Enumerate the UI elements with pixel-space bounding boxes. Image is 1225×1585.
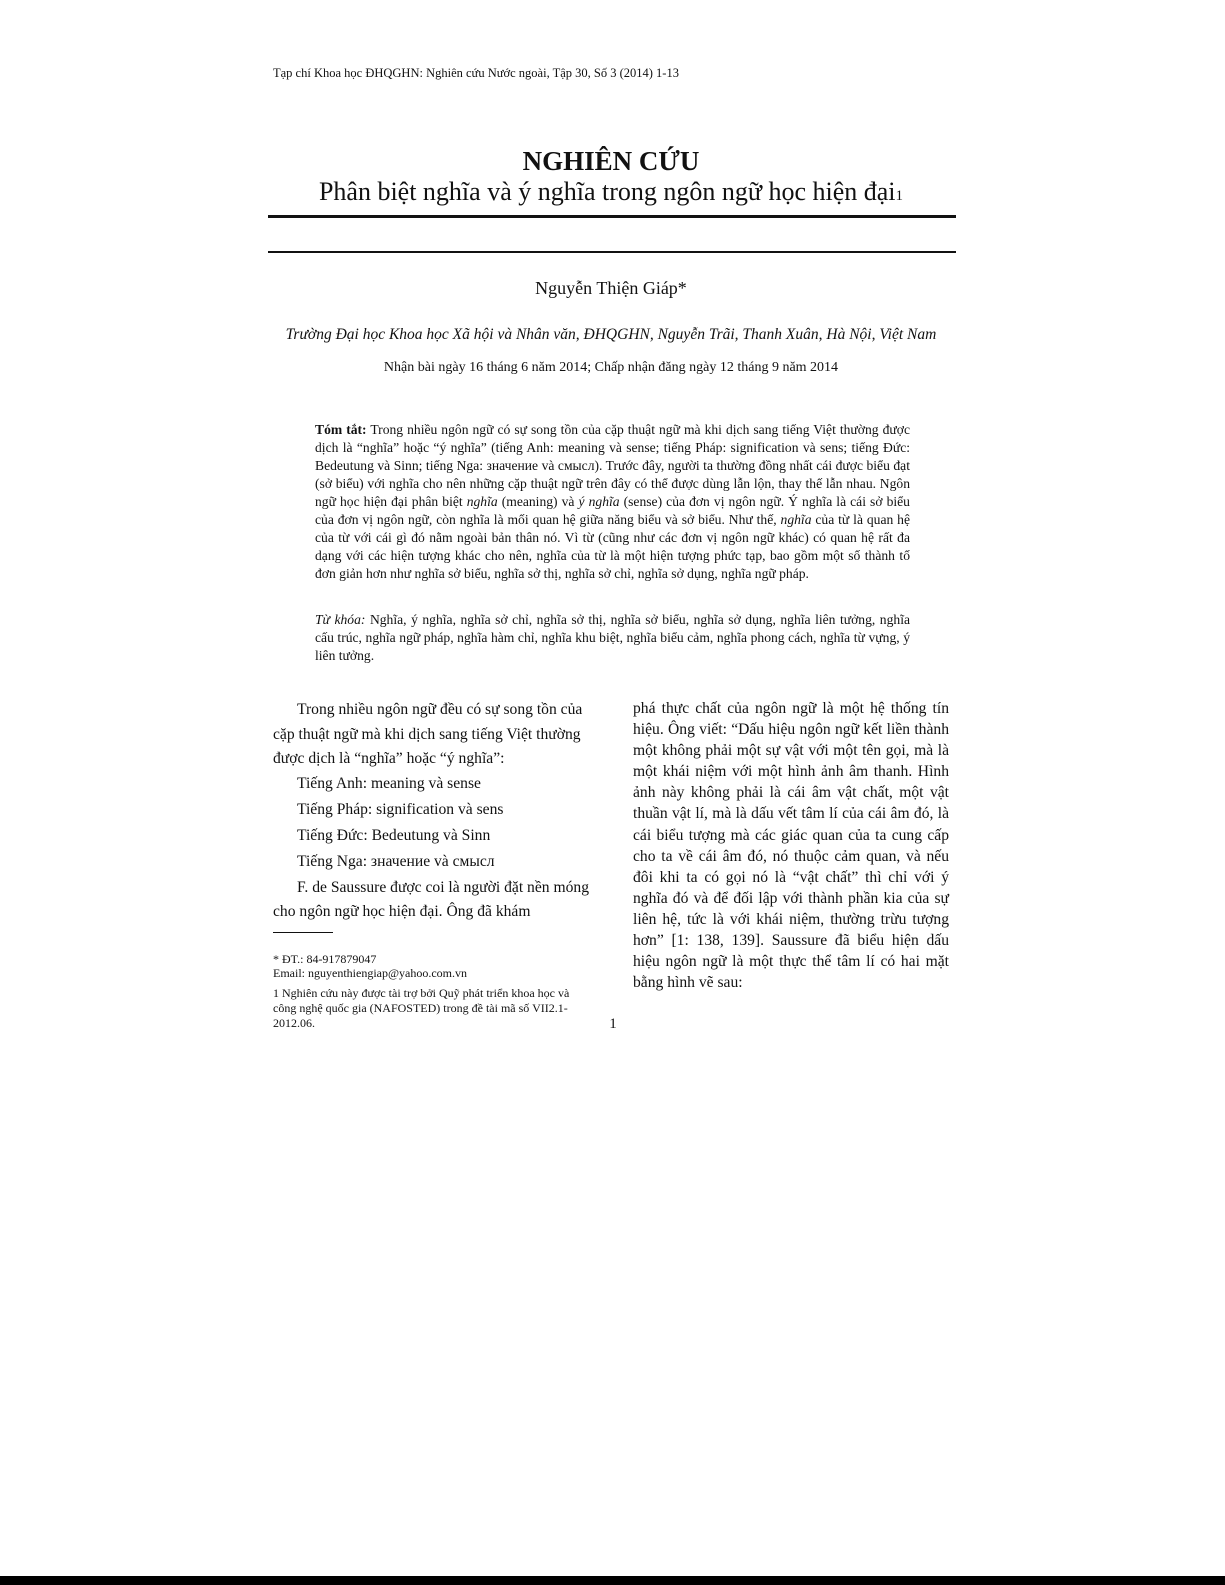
footnote-email: Email: nguyenthiengiap@yahoo.com.vn <box>273 966 468 980</box>
body-intro-paragraph: Trong nhiều ngôn ngữ đều có sự song tồn của cặp thuật ngữ mà khi dịch sang tiếng Việt thường được dịch là “nghĩa” hoặc “ý nghĩa”: <box>273 701 583 767</box>
bottom-border <box>0 1576 1225 1585</box>
abstract-text-1: Trong nhiều ngôn ngữ có sự song tồn của cặp thuật ngữ mà khi dịch sang tiếng Việt thường được dịch là “nghĩa” hoặc “ý nghĩa” (tiếng Anh: meaning và sense; tiếng Pháp: signification và sens; tiếng Đức: Bedeutung và Sinn; tiếng Nga: значение và смысл). Trước đây, người ta thường đồng nhất cái được biểu đạt (sở biểu) với nghĩa cho nên những cặp thuật ngữ trên đây có thể được dùng lẫn lộn, thay thế lẫn nhau. Ngôn ngữ học hiện đại phân biệt <box>315 422 910 509</box>
language-pair-item: Tiếng Pháp: signification và sens <box>297 800 504 818</box>
page-number: 1 <box>609 1016 617 1032</box>
body-column-right: phá thực chất của ngôn ngữ là một hệ thống tín hiệu. Ông viết: “Dấu hiệu ngôn ngữ kết liền thành một không phải một sự vật với một tên gọi, mà là một khái niệm với một hình ảnh âm thanh. Hình ảnh này không phải là cái âm vật chất, một vật thuần vật lí, mà là dấu vết tâm lí của cái âm đó, là cái biểu tượng mà các giác quan của ta cung cấp cho ta về cái âm đó, nó thuộc cảm quan, và nếu đôi khi ta có gọi nó là “vật chất” thì chỉ với ý nghĩa đó và để đối lập với thành phần kia của sự liên hệ, tức là với khái niệm, thường trừu tượng hơn” [1: 138, 139]. Saussure đã biểu hiện dấu hiệu ngôn ngữ là một thực thể tâm lí có hai mặt bằng hình vẽ sau: <box>633 700 949 992</box>
author-name: Nguyễn Thiện Giáp* <box>535 278 687 298</box>
title-footnote-marker: 1 <box>895 188 904 204</box>
footnote-funding: 1 Nghiên cứu này được tài trợ bởi Quỹ phát triển khoa học và công nghệ quốc gia (NAFOSTED) trong đề tài mã số VII2.1-2012.06. <box>273 986 570 1030</box>
footnote-separator <box>273 932 333 933</box>
abstract-text-4: của từ là quan hệ của từ với cái gì đó nằm ngoài bản thân nó. Vì từ (cũng như các đơn vị ngôn ngữ khác) có quan hệ rất đa dạng với các hiện tượng khác cho nên, nghĩa của từ là một hiện tượng phức tạp, bao gồm một số thành tố đơn giản hơn như nghĩa sở biểu, nghĩa sở thị, nghĩa sở chỉ, nghĩa sở dụng, nghĩa ngữ pháp. <box>315 512 910 581</box>
body-column-left <box>273 698 591 925</box>
title-rule-thick <box>268 215 956 218</box>
abstract-em-3: nghĩa <box>780 512 812 527</box>
keywords <box>315 611 910 665</box>
abstract <box>315 421 910 583</box>
article-title <box>268 177 954 207</box>
submission-dates: Nhận bài ngày 16 tháng 6 năm 2014; Chấp nhận đăng ngày 12 tháng 9 năm 2014 <box>383 360 839 375</box>
language-pair-item: Tiếng Đức: Bedeutung và Sinn <box>297 826 491 844</box>
section-title: NGHIÊN CỨU <box>522 146 700 176</box>
journal-header: Tạp chí Khoa học ĐHQGHN: Nghiên cứu Nước ngoài, Tập 30, Số 3 (2014) 1-13 <box>273 66 679 80</box>
abstract-em-2: ý nghĩa <box>578 494 620 509</box>
article-title-text: Phân biệt nghĩa và ý nghĩa trong ngôn ngữ học hiện đại <box>318 177 896 206</box>
keywords-label: Từ khóa: <box>315 612 366 627</box>
language-pair-item: Tiếng Nga: значение và смысл <box>297 852 495 870</box>
abstract-label: Tóm tắt: <box>315 422 367 437</box>
abstract-text-3: (sense) của đơn vị ngôn ngữ. Ý nghĩa là cái sở biểu của đơn vị ngôn ngữ, còn nghĩa là mối quan hệ giữa năng biểu và sở biểu. Như thế, <box>315 494 910 527</box>
author-affiliation: Trường Đại học Khoa học Xã hội và Nhân văn, ĐHQGHN, Nguyễn Trãi, Thanh Xuân, Hà Nội, Việt Nam <box>285 326 937 343</box>
title-rule-thin <box>268 251 956 253</box>
body-saussure-paragraph: F. de Saussure được coi là người đặt nền móng cho ngôn ngữ học hiện đại. Ông đã khám <box>273 878 589 920</box>
footnote-phone: * ĐT.: 84-917879047 <box>273 952 377 966</box>
keywords-text: Nghĩa, ý nghĩa, nghĩa sở chỉ, nghĩa sở thị, nghĩa sở biểu, nghĩa sở dụng, nghĩa liên tưởng, nghĩa cấu trúc, nghĩa ngữ pháp, nghĩa hàm chỉ, nghĩa khu biệt, nghĩa biểu cảm, nghĩa phong cách, nghĩa từ vựng, ý liên tưởng. <box>315 612 910 663</box>
abstract-em-1: nghĩa <box>466 494 498 509</box>
language-pair-item: Tiếng Anh: meaning và sense <box>297 774 481 792</box>
abstract-text-2: (meaning) và <box>497 494 579 509</box>
